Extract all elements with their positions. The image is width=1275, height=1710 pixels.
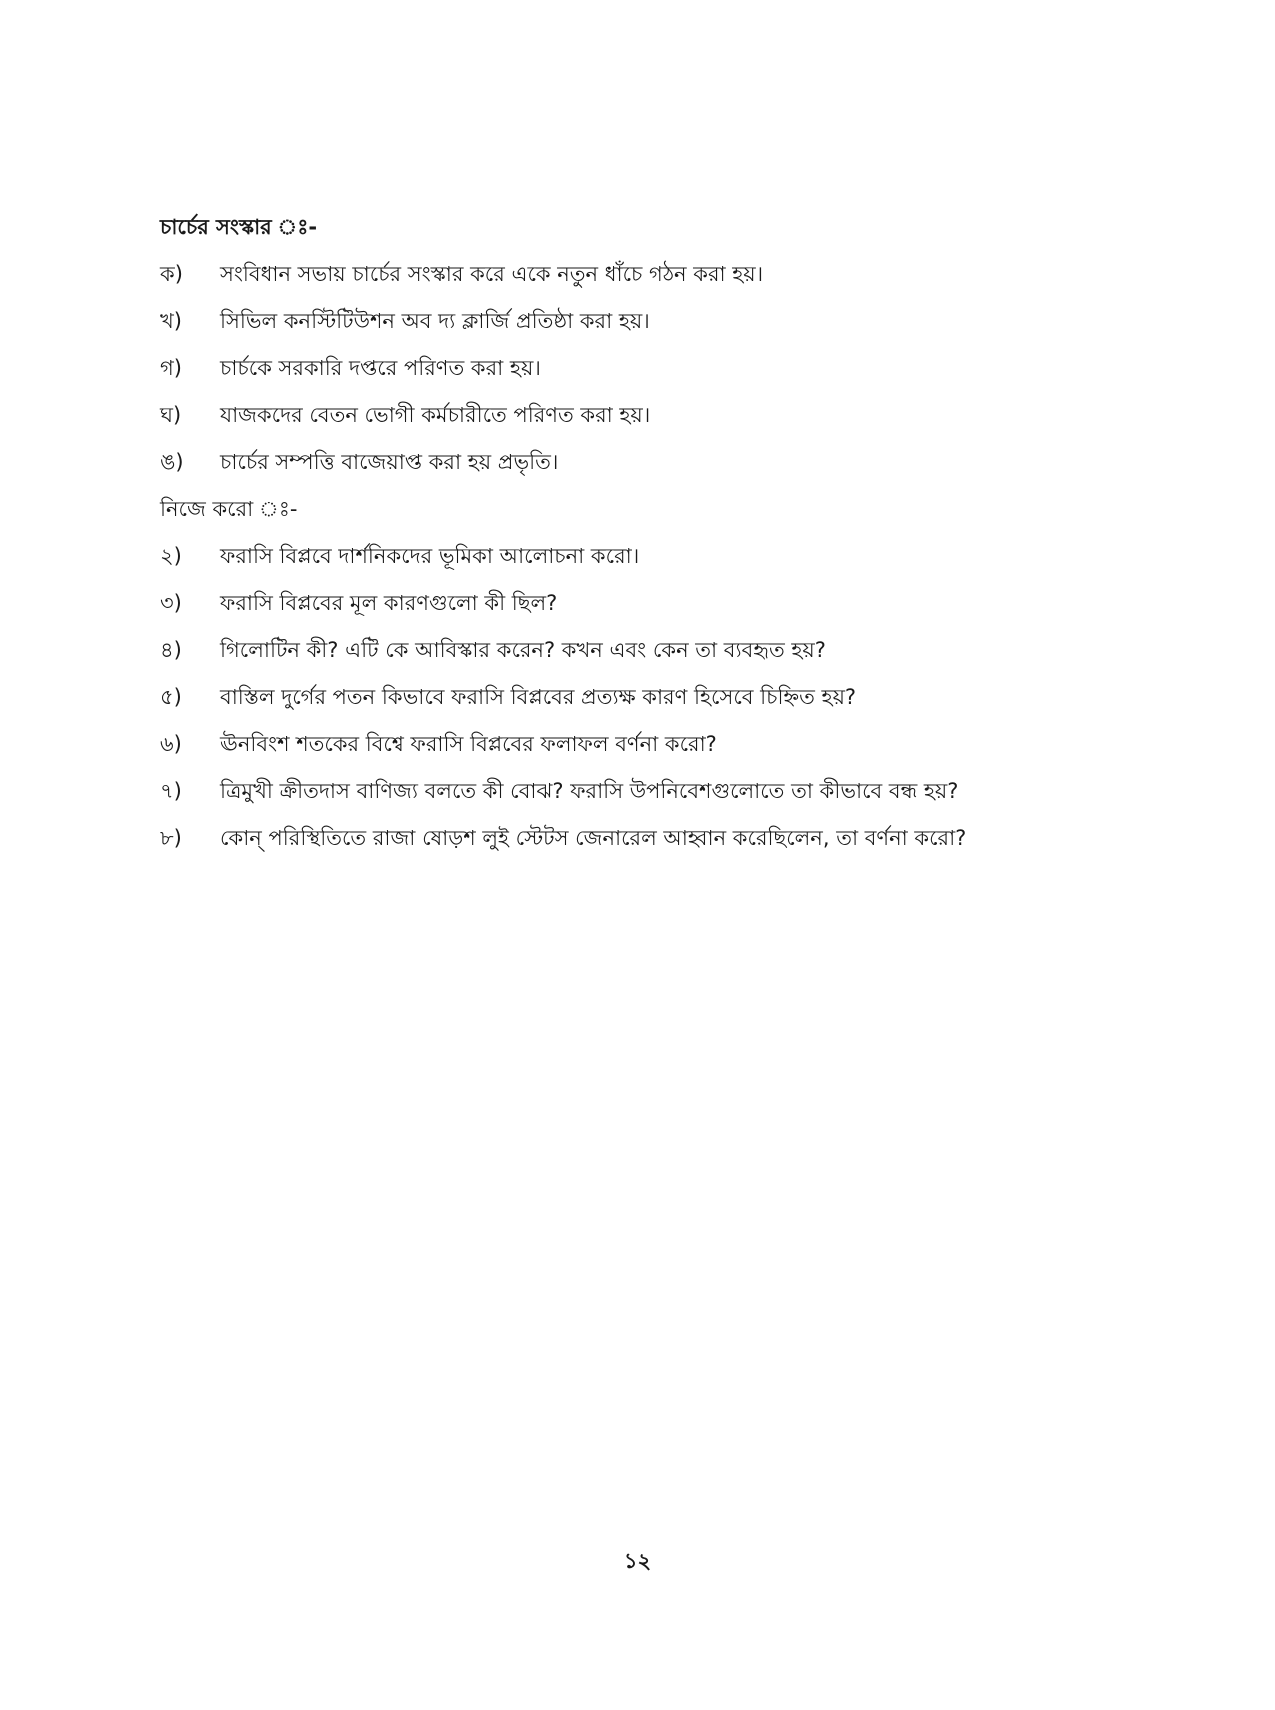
question-item [160,541,1160,571]
question-number: ৬) [160,732,182,756]
question-item [160,588,1160,618]
question-item [160,823,1160,853]
church-reform-list [160,259,1160,477]
question-text: ত্রিমুখী ক্রীতদাস বাণিজ্য বলতে কী বোঝ? ফরাসি উপনিবেশগুলোতে তা কীভাবে বন্ধ হয়? [220,779,959,803]
list-item-text: চার্চকে সরকারি দপ্তরে পরিণত করা হয়। [220,356,541,380]
list-item [160,353,1160,383]
list-item [160,259,1160,289]
page-content [160,212,1160,870]
question-number: ২) [160,544,182,568]
page-number: ১২ [623,1549,652,1573]
question-number: ৭) [160,779,182,803]
question-text: কোন্ পরিস্থিতিতে রাজা ষোড়শ লুই স্টেটস জেনারেল আহ্বান করেছিলেন, তা বর্ণনা করো? [220,826,967,850]
list-item [160,447,1160,477]
list-marker: খ) [160,309,182,333]
list-item [160,400,1160,430]
question-item [160,635,1160,665]
list-item [160,306,1160,336]
question-number: ৮) [160,826,182,850]
question-item [160,776,1160,806]
list-marker: গ) [160,356,182,380]
section-heading-church-reform: চার্চের সংস্কার ঃ- [160,215,318,239]
question-item [160,682,1160,712]
question-text: বাস্তিল দুর্গের পতন কিভাবে ফরাসি বিপ্লবের প্রত্যক্ষ কারণ হিসেবে চিহ্নিত হয়? [220,685,857,709]
list-item-text: চার্চের সম্পত্তি বাজেয়াপ্ত করা হয় প্রভৃতি। [220,450,559,474]
question-text: ফরাসি বিপ্লবে দার্শনিকদের ভূমিকা আলোচনা করো। [220,544,640,568]
list-item-text: সংবিধান সভায় চার্চের সংস্কার করে একে নতুন ধাঁচে গঠন করা হয়। [220,262,764,286]
question-number: ৩) [160,591,182,615]
list-item-text: যাজকদের বেতন ভোগী কর্মচারীতে পরিণত করা হয়। [220,403,651,427]
question-number: ৪) [160,638,182,662]
list-marker: ঙ) [160,450,184,474]
list-item-text: সিভিল কনস্টিটিউশন অব দ্য ক্লার্জি প্রতিষ্ঠা করা হয়। [220,309,650,333]
question-text: গিলোটিন কী? এটি কে আবিস্কার করেন? কখন এবং কেন তা ব্যবহৃত হয়? [220,638,826,662]
question-item [160,729,1160,759]
list-marker: ক) [160,262,183,286]
question-text: ঊনবিংশ শতকের বিশ্বে ফরাসি বিপ্লবের ফলাফল বর্ণনা করো? [220,732,717,756]
exercise-question-list [160,541,1160,853]
list-marker: ঘ) [160,403,182,427]
section-heading-exercise: নিজে করো ঃ- [160,497,298,521]
question-number: ৫) [160,685,182,709]
question-text: ফরাসি বিপ্লবের মূল কারণগুলো কী ছিল? [220,591,558,615]
